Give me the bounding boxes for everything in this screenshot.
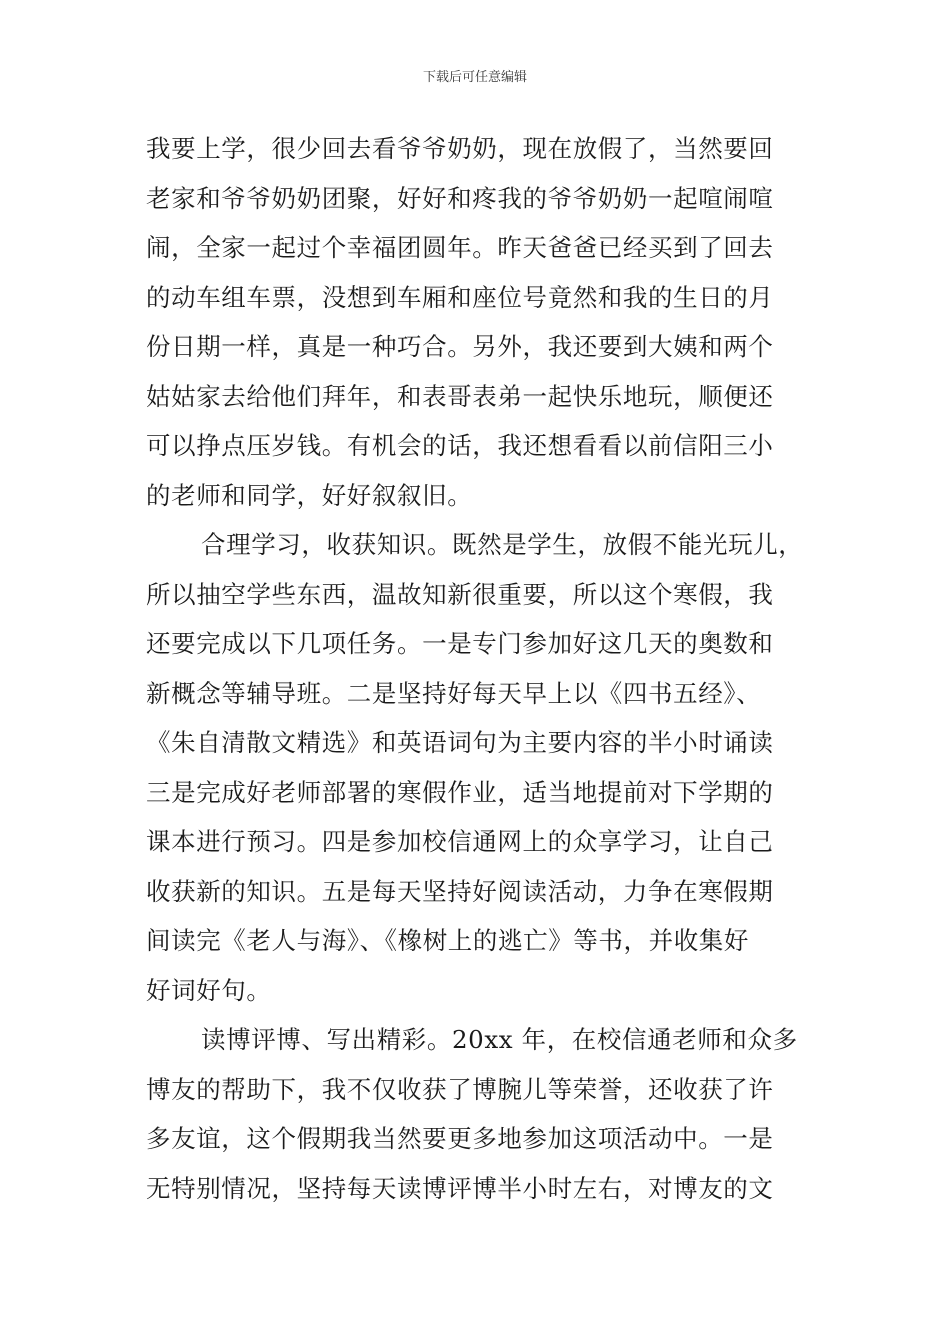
text-line: 的动车组车票，没想到车厢和座位号竟然和我的生日的月 — [146, 282, 774, 312]
text-line: 间读完《老人与海》、《橡树上的逃亡》等书，并收集好 — [146, 926, 749, 955]
text-line: 新概念等辅导班。二是坚持好每天早上以《四书五经》、 — [146, 678, 762, 708]
document-body — [146, 124, 816, 1213]
text-line: 收获新的知识。五是每天坚持好阅读活动，力争在寒假期 — [146, 876, 774, 906]
text-line: 好词好句。 — [146, 975, 272, 1005]
text-line: 份日期一样，真是一种巧合。另外，我还要到大姨和两个 — [146, 332, 774, 361]
text-line: 博友的帮助下，我不仅收获了博腕儿等荣誉，还收获了许 — [146, 1074, 774, 1104]
text-line: 读博评博、写出精彩。20xx 年，在校信通老师和众多 — [201, 1025, 798, 1054]
text-line: 《朱自清散文精选》和英语词句为主要内容的半小时诵读 — [146, 728, 774, 757]
text-line: 姑姑家去给他们拜年，和表哥表弟一起快乐地玩，顺便还 — [146, 381, 774, 411]
text-line: 所以抽空学些东西，温故知新很重要，所以这个寒假，我 — [146, 579, 774, 609]
text-line: 可以挣点压岁钱。有机会的话，我还想看看以前信阳三小 — [146, 431, 774, 460]
text-line: 我要上学，很少回去看爷爷奶奶，现在放假了，当然要回 — [146, 134, 774, 163]
text-line: 的老师和同学，好好叙叙旧。 — [146, 480, 473, 510]
text-line: 无特别情况，坚持每天读博评博半小时左右，对博友的文 — [146, 1173, 774, 1203]
text-line: 还要完成以下几项任务。一是专门参加好这几天的奥数和 — [146, 629, 774, 658]
text-line: 闹，全家一起过个幸福团圆年。昨天爸爸已经买到了回去 — [146, 233, 774, 262]
page-header: 下载后可任意编辑 — [422, 70, 527, 85]
paragraph-1 — [146, 124, 816, 520]
text-line: 多友谊，这个假期我当然要更多地参加这项活动中。一是 — [146, 1124, 774, 1153]
paragraph-3 — [146, 1015, 816, 1213]
text-line: 三是完成好老师部署的寒假作业，适当地提前对下学期的 — [146, 777, 774, 807]
text-line: 合理学习，收获知识。既然是学生，放假不能光玩儿， — [201, 530, 804, 559]
text-line: 老家和爷爷奶奶团聚，好好和疼我的爷爷奶奶一起喧闹喧 — [146, 183, 774, 213]
text-line: 课本进行预习。四是参加校信通网上的众享学习，让自己 — [146, 827, 774, 856]
paragraph-2 — [146, 520, 816, 1015]
